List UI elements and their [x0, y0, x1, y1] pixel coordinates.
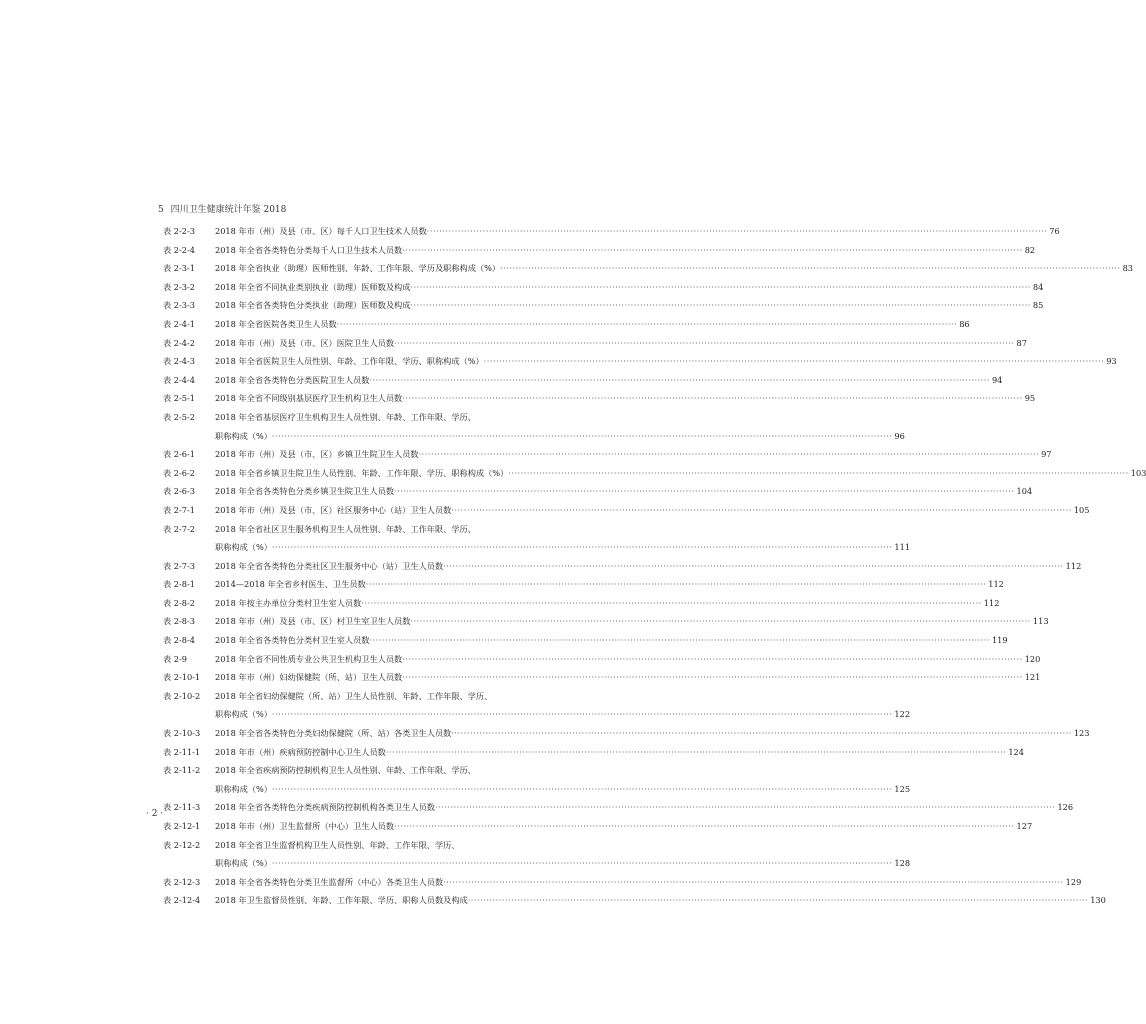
toc-entry-page: 105: [1073, 504, 1090, 515]
toc-entry: [163, 891, 1106, 910]
toc-entry-page: 119: [991, 635, 1008, 646]
leader-dots: ········································································································································································································: [271, 858, 893, 869]
toc-entry: [163, 724, 1090, 743]
toc-entry: [163, 259, 1133, 278]
toc-entry-number: 表 2-11-2: [163, 765, 201, 776]
toc-entry-number: 表 2-12-2: [163, 839, 201, 850]
toc-entry-title: 职称构成（%）: [215, 542, 272, 553]
toc-entry: [163, 352, 1117, 371]
toc-entry-number: 表 2-5-2: [163, 411, 195, 422]
toc-entry: [163, 780, 911, 799]
toc-entry-page: 87: [1016, 337, 1027, 348]
toc-entry: [163, 631, 1008, 650]
book-title: 四川卫生健康统计年鉴 2018: [170, 205, 287, 215]
toc-entry-title: 2018 年市（州）卫生监督所（中心）卫生人员数: [215, 821, 395, 831]
toc-entry-page: 111: [894, 542, 911, 553]
toc-entry-title: 2018 年市（州）疾病预防控制中心卫生人员数: [215, 746, 386, 757]
toc-entry-number: 表 2-11-1: [163, 746, 201, 757]
toc-entry-number: 表 2-2-4: [163, 244, 195, 255]
toc-entry-page: 82: [1024, 244, 1036, 255]
toc-entry-title: 2018 年市（州）妇幼保健院（所、站）卫生人员数: [215, 672, 403, 683]
toc-entry-number: 表 2-9: [163, 653, 187, 664]
leader-dots: ········································································································································································································: [369, 635, 990, 646]
toc-entry-page: 126: [1057, 802, 1074, 813]
toc-entry: [163, 334, 1027, 353]
toc-entry-title: 2018 年全省卫生监督机构卫生人员性别、年龄、工作年限、学历、: [215, 839, 460, 850]
toc-entry-number: 表 2-10-1: [163, 672, 201, 683]
toc-entry-number: 表 2-12-1: [163, 821, 201, 831]
toc-entry-number: 表 2-4-4: [163, 374, 195, 385]
leader-dots: ········································································································································································································: [336, 318, 958, 329]
leader-dots: ········································································································································································································: [418, 449, 1040, 460]
running-header: [158, 202, 286, 215]
toc-entry: [163, 445, 1052, 464]
leader-dots: ········································································································································································································: [508, 467, 1129, 478]
toc-entry-title: 2014—2018 年全省乡村医生、卫生员数: [215, 579, 366, 590]
toc-entry-number: 表 2-7-1: [163, 504, 195, 515]
leader-dots: ········································································································································································································: [365, 579, 987, 590]
toc-entry-number: 表 2-4-1: [163, 318, 195, 329]
toc-entry-title: 2018 年全省执业（助理）医师性别、年龄、工作年限、学历及职称构成（%）: [215, 263, 501, 274]
toc-entry-page: 125: [894, 783, 911, 794]
toc-entry: [163, 836, 571, 855]
toc-entry-title: 2018 年全省乡镇卫生院卫生人员性别、年龄、工作年限、学历、职称构成（%）: [215, 467, 509, 478]
toc-entry-title: 职称构成（%）: [215, 783, 272, 794]
toc-entry-page: 94: [991, 374, 1003, 385]
leader-dots: ········································································································································································································: [443, 560, 1064, 571]
leader-dots: ········································································································································································································: [361, 597, 982, 608]
toc-entry-page: 122: [894, 709, 911, 720]
page-number: · 2 ·: [146, 809, 164, 819]
table-of-contents: [163, 222, 1146, 910]
toc-entry-title: 2018 年全省疾病预防控制机构卫生人员性别、年龄、工作年限、学历、: [215, 765, 476, 776]
toc-entry-title: 2018 年全省妇幼保健院（所、站）卫生人员性别、年龄、工作年限、学历、: [215, 690, 493, 701]
leader-dots: ········································································································································································································: [451, 504, 1072, 515]
toc-entry-number: 表 2-5-1: [163, 393, 195, 404]
toc-entry-title: 职称构成（%）: [215, 858, 272, 869]
toc-entry-page: 113: [1032, 616, 1049, 627]
toc-entry-title: 2018 年全省不同执业类别执业（助理）医师数及构成: [215, 281, 411, 292]
toc-entry-title: 2018 年全省社区卫生服务机构卫生人员性别、年龄、工作年限、学历、: [215, 523, 476, 534]
toc-entry-title: 职称构成（%）: [215, 430, 272, 441]
toc-entry-number: 表 2-8-4: [163, 635, 195, 646]
leader-dots: ········································································································································································································: [271, 783, 893, 794]
toc-entry-title: 2018 年全省基层医疗卫生机构卫生人员性别、年龄、工作年限、学历、: [215, 411, 476, 422]
toc-entry-title: 2018 年全省各类特色分类疾病预防控制机构各类卫生人员数: [215, 802, 435, 813]
toc-entry: [163, 854, 911, 873]
toc-entry: [163, 557, 1082, 576]
toc-entry-number: 表 2-8-3: [163, 616, 195, 627]
toc-entry-page: 104: [1016, 486, 1033, 497]
toc-entry-page: 95: [1024, 393, 1036, 404]
toc-entry-title: 2018 年全省各类特色分类医院卫生人员数: [215, 374, 370, 385]
leader-dots: ········································································································································································································: [434, 802, 1056, 813]
toc-entry-page: 121: [1024, 672, 1041, 683]
toc-entry-title: 2018 年市（州）及县（市、区）医院卫生人员数: [215, 337, 395, 348]
toc-entry-title: 2018 年全省医院各类卫生人员数: [215, 318, 337, 329]
toc-entry-page: 112: [988, 579, 1004, 590]
toc-entry-title: 2018 年市（州）及县（市、区）社区服务中心（站）卫生人员数: [215, 504, 452, 515]
toc-entry: [163, 668, 1041, 687]
leader-dots: ········································································································································································································: [394, 337, 1015, 348]
toc-entry-title: 2018 年全省各类特色分类执业（助理）医师数及构成: [215, 300, 411, 311]
leader-dots: ········································································································································································································: [402, 672, 1023, 683]
leader-dots: ········································································································································································································: [410, 281, 1031, 292]
toc-entry: [163, 408, 571, 427]
toc-entry-page: 86: [959, 318, 970, 329]
toc-entry-number: 表 2-10-2: [163, 690, 201, 701]
toc-entry: [163, 594, 1000, 613]
leader-dots: ········································································································································································································: [467, 895, 1089, 906]
leader-dots: ········································································································································································································: [483, 356, 1105, 367]
toc-entry-page: 84: [1032, 281, 1044, 292]
leader-dots: ········································································································································································································: [443, 876, 1064, 887]
toc-entry: [163, 427, 905, 446]
leader-dots: ········································································································································································································: [410, 300, 1031, 311]
toc-entry-number: 表 2-4-3: [163, 356, 195, 367]
toc-entry-title: 2018 年按主办单位分类村卫生室人员数: [215, 597, 362, 608]
toc-entry-page: 127: [1016, 821, 1033, 831]
toc-entry: [163, 278, 1044, 297]
toc-entry-number: 表 2-7-3: [163, 560, 195, 571]
leader-dots: ········································································································································································································: [394, 486, 1015, 497]
toc-entry: [163, 222, 1060, 241]
toc-entry: [163, 520, 571, 539]
toc-entry: [163, 575, 1004, 594]
toc-entry-number: 表 2-4-2: [163, 337, 195, 348]
toc-entry-number: 表 2-3-3: [163, 300, 195, 311]
toc-entry-page: 83: [1122, 263, 1133, 274]
toc-entry: [163, 743, 1024, 762]
toc-entry-title: 2018 年市（州）及县（市、区）村卫生室卫生人员数: [215, 616, 411, 627]
toc-entry-title: 2018 年全省医院卫生人员性别、年龄、工作年限、学历、职称构成（%）: [215, 356, 484, 367]
toc-entry-page: 128: [894, 858, 911, 869]
toc-entry: [163, 482, 1033, 501]
toc-entry: [163, 798, 1074, 817]
toc-entry-title: 2018 年全省各类特色分类每千人口卫生技术人员数: [215, 244, 403, 255]
toc-entry-number: 表 2-2-3: [163, 226, 195, 236]
toc-entry-title: 2018 年全省各类特色分类社区卫生服务中心（站）卫生人员数: [215, 560, 444, 571]
toc-entry-number: 表 2-10-3: [163, 728, 201, 739]
toc-entry: [163, 705, 911, 724]
toc-entry-title: 职称构成（%）: [215, 709, 272, 720]
toc-entry: [163, 315, 970, 334]
toc-entry-page: 112: [1065, 560, 1082, 571]
leader-dots: ········································································································································································································: [271, 430, 893, 441]
header-mark: 5: [158, 205, 164, 215]
toc-entry-number: 表 2-11-3: [163, 802, 201, 813]
toc-entry-page: 129: [1065, 876, 1082, 887]
toc-entry: [163, 538, 911, 557]
toc-entry: [163, 873, 1082, 892]
toc-entry: [163, 501, 1090, 520]
leader-dots: ········································································································································································································: [394, 821, 1015, 831]
toc-entry-title: 2018 年市（州）及县（市、区）每千人口卫生技术人员数: [215, 226, 427, 236]
toc-entry-page: 120: [1024, 653, 1041, 664]
toc-entry-number: 表 2-12-3: [163, 876, 201, 887]
toc-entry-page: 124: [1008, 746, 1024, 757]
toc-entry: [163, 371, 1003, 390]
toc-entry-page: 85: [1032, 300, 1044, 311]
toc-entry: [163, 761, 571, 780]
toc-entry: [163, 650, 1041, 669]
toc-entry-number: 表 2-8-1: [163, 579, 195, 590]
toc-entry-page: 130: [1090, 895, 1106, 906]
toc-entry-title: 2018 年全省不同性质专业公共卫生机构卫生人员数: [215, 653, 403, 664]
toc-entry-title: 2018 年卫生监督员性别、年龄、工作年限、学历、职称人员数及构成: [215, 895, 468, 906]
toc-entry: [163, 612, 1049, 631]
toc-entry-page: 76: [1049, 226, 1060, 236]
toc-entry-page: 123: [1073, 728, 1090, 739]
toc-entry: [163, 296, 1044, 315]
leader-dots: ········································································································································································································: [410, 616, 1031, 627]
toc-entry-number: 表 2-6-1: [163, 449, 195, 460]
leader-dots: ········································································································································································································: [271, 709, 893, 720]
toc-entry-page: 93: [1106, 356, 1117, 367]
toc-entry-title: 2018 年全省不同级别基层医疗卫生机构卫生人员数: [215, 393, 403, 404]
leader-dots: ········································································································································································································: [402, 244, 1023, 255]
toc-entry-title: 2018 年全省各类特色分类村卫生室人员数: [215, 635, 370, 646]
toc-entry: [163, 389, 1036, 408]
toc-entry: [163, 464, 1146, 483]
toc-entry-title: 2018 年全省各类特色分类卫生监督所（中心）各类卫生人员数: [215, 876, 444, 887]
toc-entry-title: 2018 年全省各类特色分类乡镇卫生院卫生人员数: [215, 486, 395, 497]
toc-entry-number: 表 2-3-1: [163, 263, 195, 274]
toc-entry-title: 2018 年全省各类特色分类妇幼保健院（所、站）各类卫生人员数: [215, 728, 452, 739]
leader-dots: ········································································································································································································: [271, 542, 893, 553]
toc-entry-number: 表 2-8-2: [163, 597, 195, 608]
toc-entry-number: 表 2-7-2: [163, 523, 195, 534]
toc-entry-page: 97: [1041, 449, 1052, 460]
toc-entry-number: 表 2-6-3: [163, 486, 195, 497]
leader-dots: ········································································································································································································: [402, 653, 1023, 664]
leader-dots: ········································································································································································································: [402, 393, 1023, 404]
toc-entry-title: 2018 年市（州）及县（市、区）乡镇卫生院卫生人员数: [215, 449, 419, 460]
leader-dots: ········································································································································································································: [426, 226, 1048, 236]
leader-dots: ········································································································································································································: [369, 374, 990, 385]
toc-entry-number: 表 2-6-2: [163, 467, 195, 478]
toc-entry: [163, 817, 1033, 836]
toc-entry-number: 表 2-3-2: [163, 281, 195, 292]
toc-entry: [163, 241, 1036, 260]
toc-entry-page: 112: [983, 597, 1000, 608]
toc-entry-page: 103: [1130, 467, 1146, 478]
leader-dots: ········································································································································································································: [500, 263, 1121, 274]
toc-entry-page: 96: [894, 430, 905, 441]
leader-dots: ········································································································································································································: [385, 746, 1007, 757]
leader-dots: ········································································································································································································: [451, 728, 1072, 739]
toc-entry: [163, 687, 571, 706]
toc-entry-number: 表 2-12-4: [163, 895, 201, 906]
